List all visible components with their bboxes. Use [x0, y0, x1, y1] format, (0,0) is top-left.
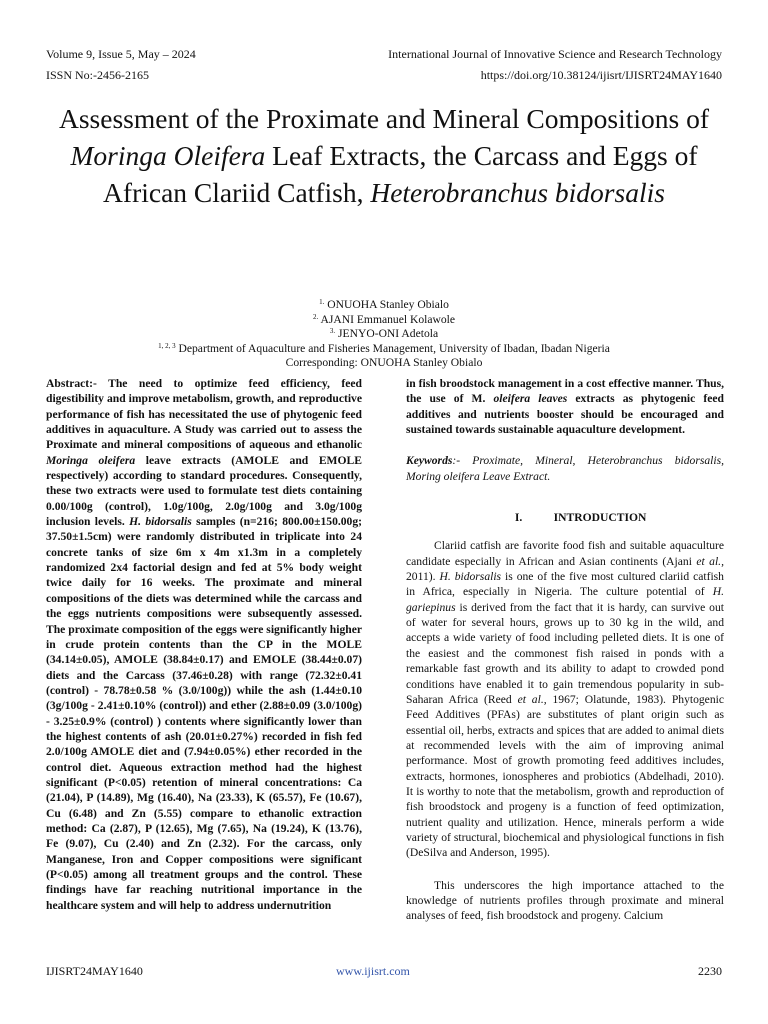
corresponding-author: Corresponding: ONUOHA Stanley Obialo: [285, 356, 483, 369]
title-part-2: Leaf Extracts, the Carcass and Eggs of African Clariid Catfish,: [103, 140, 698, 208]
abstract-cont-1: in fish broodstock management in a cost effective manner. Thus, the use of M.: [406, 377, 724, 406]
section-heading: [406, 510, 724, 525]
intro-seg-d: H. bidorsalis: [439, 570, 502, 584]
author-1-sup: 1.: [319, 298, 325, 306]
issn: ISSN No:-2456-2165: [46, 68, 150, 82]
abstract-species-1: Moringa oleifera: [46, 453, 136, 467]
section-title: INTRODUCTION: [553, 511, 647, 525]
abstract-cont-2: extracts as phytogenic feed additives and nutrients booster should be encouraged and sustained towards sustainable aquaculture development.: [406, 392, 724, 437]
abstract-segment-2: leave extracts (AMOLE and EMOLE respectively) according to standard procedures. Consequently, these two extracts were used to formulate test diets containing 0.00/100g (control), 1.0g/100g, 2.0g/100g and 3.0g/100g inclusion levels.: [46, 453, 362, 529]
intro-seg-c: 2011).: [406, 570, 440, 584]
author-1-name: ONUOHA Stanley Obialo: [324, 298, 449, 311]
volume-info: Volume 9, Issue 5, May – 2024: [46, 47, 196, 61]
title-species-2: Heterobranchus bidorsalis: [370, 177, 665, 208]
author-2: [40, 313, 728, 328]
intro-paragraph-2: This underscores the high importance attached to the knowledge of nutrients profiles through proximate and mineral analyses of feed, fish broodstock and progeny. Calcium: [406, 878, 724, 923]
affiliation-sup: 1, 2, 3: [158, 341, 176, 350]
intro-paragraph-1: [406, 538, 724, 860]
keywords-text: :- Proximate, Mineral, Heterobranchus bidorsalis, Moring oleifera Leave Extract.: [406, 454, 724, 483]
footer-site-link[interactable]: www.ijisrt.com: [336, 964, 410, 978]
keywords: [406, 453, 724, 484]
intro-seg-f: H. gariepinus: [406, 585, 724, 614]
doi-link[interactable]: https://doi.org/10.38124/ijisrt/IJISRT24MAY1640: [480, 68, 722, 82]
right-column: [406, 376, 724, 924]
intro-seg-g: is derived from the fact that it is hardy, can survive out of water for several hours, grows up to 30 kg in the wild, and accepts a wide variety of food including pelleted diets. It is one of the easiest and the commonest fish raised in ponds with a remarkable fast growth and its ability to adapt to crowded pond conditions have enabled it to gain tremendous popularity in sub-Saharan Africa (Reed: [406, 600, 724, 706]
abstract-column: [46, 376, 362, 913]
affiliation-text: Department of Aquaculture and Fisheries Management, University of Ibadan, Ibadan Nigeria: [175, 341, 610, 355]
author-3-name: JENYO-ONI Adetola: [335, 327, 439, 340]
abstract-text: [46, 376, 362, 913]
author-2-name: AJANI Emmanuel Kolawole: [318, 312, 456, 326]
paper-title: [40, 100, 728, 211]
intro-seg-h: et al.,: [517, 692, 547, 706]
author-1: [40, 298, 728, 313]
author-3-sup: 3.: [329, 327, 336, 335]
keywords-label: Keywords: [406, 454, 453, 468]
footer-id: IJISRT24MAY1640: [46, 964, 143, 978]
author-3: [40, 327, 728, 342]
author-2-sup: 2.: [312, 312, 319, 321]
footer-page-number: 2230: [698, 964, 722, 978]
intro-seg-b: et al.,: [696, 554, 724, 568]
title-species-1: Moringa Oleifera: [70, 140, 266, 171]
intro-seg-a: Clariid catfish are favorite food fish and suitable aquaculture candidate especially in African and Asian continents (Ajani: [406, 539, 724, 568]
abstract-segment-3: samples (n=216; 800.00±150.00g; 37.50±1.5cm) were randomly distributed in triplicate into 24 concrete tanks of size 6m x 4m x1.3m in a completely randomized 2x4 factorial design and fed at 5% body weight twice daily for 16 weeks. The proximate and mineral compositions of the diets was determined while the carcass and the eggs nutrients compositions were subsequently assessed. The proximate composition of the eggs were significantly higher in crude protein contents than the CP in the MOLE (34.14±0.05), AMOLE (38.84±0.17) and EMOLE (38.44±0.07) diets and the Carcass (37.46±0.28) with range (72.32±0.41 (control) - 78.78±0.58 % (3.0/100g)) while the ash (1.44±0.10 (3g/100g - 2.41±0.10% (control)) and ether (2.88±0.09 (3.0/100g) - 3.25±0.9% (control) ) contents where significantly lower than the highest contents of ash (20.01±0.27%) recorded in fish fed 2.0/100g AMOLE diet and (7.94±0.05%) ether recorded in the control diet. Aqueous extraction method had the highest significant (P<0.05) retention of mineral concentrations: Ca (21.04), P (14.89), Mg (16.40), Na (23.33), K (65.57), Fe (10.67), Cu (6.48) and Zn (5.55) compare to ethanolic extraction method: Ca (2.87), P (12.65), Mg (7.65), Na (19.24), K (13.76), Fe (9.07), Cu (2.40) and Zn (2.32). For the carcass, only Manganese, Iron and Copper compositions were significant (P<0.05) among all treatment groups and the control. These findings have far reaching nutritional importance in the healthcare system and will help to address undernutrition: [46, 515, 363, 912]
intro-seg-i: 1967; Olatunde, 1983). Phytogenic Feed Additives (PFAs) are substitutes of plant origin such as essential oil, herbs, extracts and spices that are added to animal diets at recommended levels with the aim of improving animal performance. Most of growth promoting feed additives includes, extracts, hormones, ionospheres and probiotics (Abdelhadi, 2010). It is worthy to note that the metabolism, growth and reproduction of fish broodstock and progeny is a function of feed optimization, nutrient quality and utilization. Hence, minerals perform a wide variety of structural, biochemical and physiological functions in fish (DeSilva and Anderson, 1995).: [406, 692, 724, 860]
journal-name: International Journal of Innovative Science and Research Technology: [388, 47, 722, 61]
affiliation: [40, 342, 728, 357]
section-number: I.: [514, 511, 523, 525]
abstract-segment-1: Abstract:- The need to optimize feed efficiency, feed digestibility and improve metabolism, growth, and reproductive performance of fish has necessitated the use of phytogenic feed additives in aquaculture. A Study was carried out to assess the Proximate and mineral compositions of aqueous and ethanolic: [46, 377, 362, 452]
abstract-cont-italic: oleifera leaves: [493, 392, 568, 406]
abstract-continuation: [406, 376, 724, 437]
author-block: [40, 298, 728, 371]
abstract-species-2: H. bidorsalis: [129, 515, 192, 529]
intro-seg-e: is one of the five most cultured clariid catfish in Africa, especially in Nigeria. The culture potential of: [406, 570, 724, 599]
title-part-1: Assessment of the Proximate and Mineral Compositions of: [59, 103, 709, 134]
